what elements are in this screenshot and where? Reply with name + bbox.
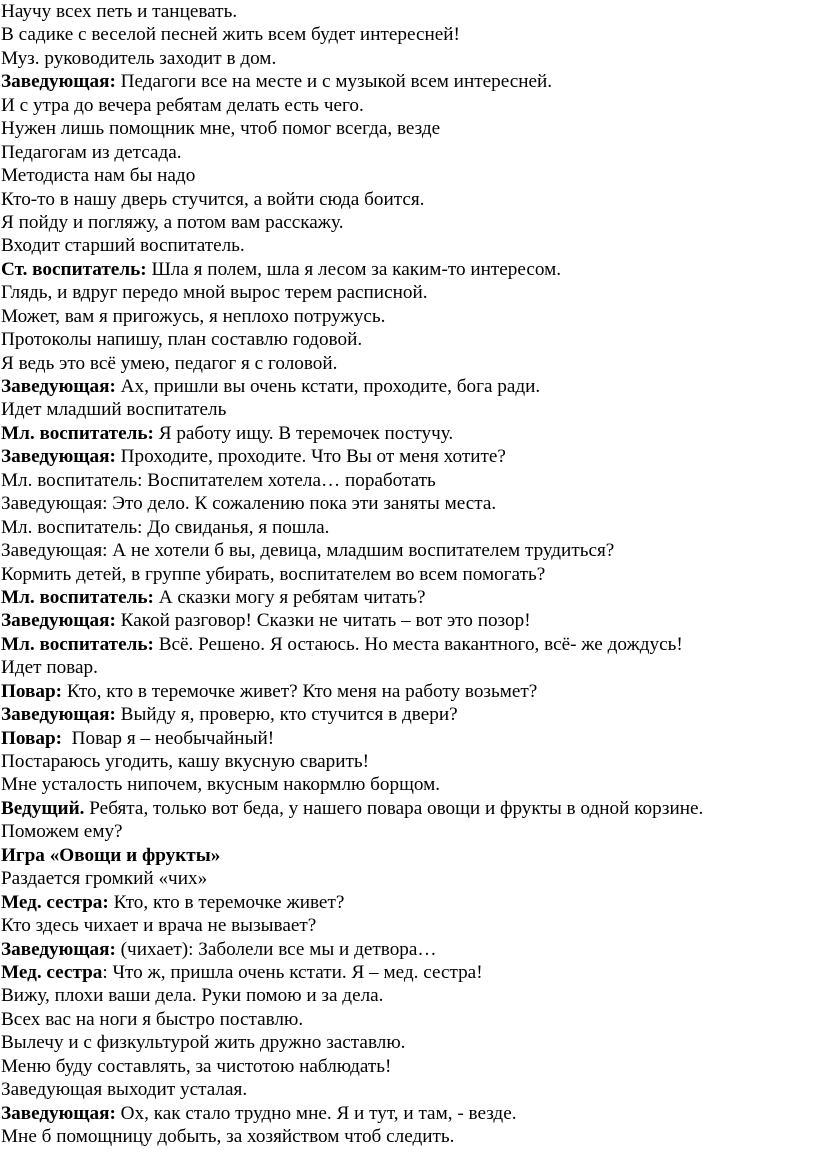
line-text: Мл. воспитатель: До свиданья, я пошла.: [1, 516, 330, 538]
line-text: Протоколы напишу, план составлю годовой.: [1, 329, 363, 351]
text-line: [1, 563, 808, 586]
text-line: [1, 0, 808, 23]
line-text: Меню буду составлять, за чистотою наблюдать!: [1, 1055, 392, 1077]
line-text: Мне б помощницу добыть, за хозяйством чтоб следить.: [1, 1126, 455, 1147]
speaker-label: Ведущий.: [1, 797, 85, 819]
text-line: [1, 117, 808, 140]
line-text: Вылечу и с физкультурой жить дружно заставлю.: [1, 1032, 406, 1054]
speaker-label: Заведующая:: [1, 71, 116, 93]
text-line: [1, 164, 808, 187]
text-line: [1, 141, 808, 164]
speaker-label: Заведующая:: [1, 938, 116, 960]
speaker-label: Заведующая:: [1, 610, 116, 632]
speaker-label: Мед. сестра:: [1, 891, 109, 913]
text-line: [1, 70, 808, 93]
text-line: [1, 516, 808, 539]
text-line: [1, 1078, 808, 1101]
line-text: Раздается громкий «чих»: [1, 868, 208, 890]
line-text: Кормить детей, в группе убирать, воспитателем во всем помогать?: [1, 563, 546, 585]
line-text: В садике с веселой песней жить всем будет интересней!: [1, 24, 460, 46]
line-text: Я работу ищу. В теремочек постучу.: [153, 422, 454, 444]
line-text: Заведующая выходит усталая.: [1, 1079, 248, 1101]
line-text: А сказки могу я ребятам читать?: [153, 586, 426, 608]
text-line: [1, 938, 808, 961]
text-line: [1, 539, 808, 562]
line-text: И с утра до вечера ребятам делать есть чего.: [1, 94, 364, 116]
text-line: [1, 703, 808, 726]
line-text: Всех вас на ноги я быстро поставлю.: [1, 1008, 304, 1030]
speaker-label: Ст. воспитатель:: [1, 258, 147, 280]
speaker-label: Мл. воспитатель:: [1, 422, 154, 444]
speaker-label: Повар:: [1, 680, 63, 702]
line-text: Идет повар.: [1, 657, 98, 679]
line-text: Входит старший воспитатель.: [1, 235, 245, 257]
line-text: Мне усталость нипочем, вкусным накормлю борщом.: [1, 774, 441, 796]
line-text: Мл. воспитатель: Воспитателем хотела… поработать: [1, 469, 436, 491]
line-text: Вижу, плохи ваши дела. Руки помою и за дела.: [1, 985, 384, 1007]
text-line: [1, 23, 808, 46]
speaker-label: Мед. сестра: [1, 961, 103, 983]
speaker-label: Заведующая:: [1, 704, 116, 726]
line-text: Заведующая: А не хотели б вы, девица, младшим воспитателем трудиться?: [1, 540, 615, 562]
line-text: Кто-то в нашу дверь стучится, а войти сюда боится.: [1, 188, 425, 210]
line-text: (чихает): Заболели все мы и детвора…: [115, 938, 437, 960]
text-line: [1, 727, 808, 750]
text-line: [1, 1125, 808, 1148]
speaker-label: Заведующая:: [1, 376, 116, 397]
line-text: Ребята, только вот беда, у нашего повара овощи и фрукты в одной корзине.: [84, 797, 704, 819]
line-text: Ох, как стало трудно мне. Я и тут, и там, - везде.: [115, 1102, 517, 1124]
speaker-label: Мл. воспитатель:: [1, 586, 154, 608]
text-line: [1, 750, 808, 773]
text-line: [1, 305, 808, 328]
text-line: [1, 94, 808, 117]
text-line: [1, 47, 808, 70]
line-text: Я ведь это всё умею, педагог я с головой.: [1, 352, 338, 374]
text-line: [1, 469, 808, 492]
text-line: [1, 352, 808, 375]
text-line: [1, 680, 808, 703]
line-text: Какой разговор! Сказки не читать – вот это позор!: [115, 610, 531, 632]
text-line: [1, 914, 808, 937]
text-line: [1, 492, 808, 515]
text-line: [1, 1102, 808, 1125]
line-text: : Что ж, пришла очень кстати. Я – мед. сестра!: [102, 961, 483, 983]
speaker-label: Повар:: [1, 727, 63, 749]
line-text: Научу всех петь и танцевать.: [1, 1, 238, 22]
text-line: [1, 797, 808, 820]
line-text: Глядь, и вдруг передо мной вырос терем расписной.: [1, 282, 428, 304]
line-text: Педагоги все на месте и с музыкой всем интересней.: [115, 71, 553, 93]
text-line: [1, 1008, 808, 1031]
text-line: [1, 633, 808, 656]
speaker-label: Игра «Овощи и фрукты»: [1, 844, 221, 866]
text-line: [1, 656, 808, 679]
line-text: Проходите, проходите. Что Вы от меня хотите?: [115, 446, 506, 468]
text-line: [1, 609, 808, 632]
line-text: Ах, пришли вы очень кстати, проходите, бога ради.: [115, 376, 541, 397]
line-text: Повар я – необычайный!: [62, 727, 275, 749]
text-line: [1, 375, 808, 398]
text-line: [1, 961, 808, 984]
text-line: [1, 586, 808, 609]
line-text: Выйду я, проверю, кто стучится в двери?: [115, 704, 458, 726]
text-line: [1, 844, 808, 867]
text-line: [1, 398, 808, 421]
line-text: Кто здесь чихает и врача не вызывает?: [1, 915, 317, 937]
text-line: [1, 1031, 808, 1054]
text-line: [1, 258, 808, 281]
text-line: [1, 1055, 808, 1078]
line-text: Методиста нам бы надо: [1, 165, 196, 187]
line-text: Постараюсь угодить, кашу вкусную сварить!: [1, 751, 370, 772]
text-line: [1, 891, 808, 914]
line-text: Может, вам я пригожусь, я неплохо потружусь.: [1, 305, 386, 327]
line-text: Муз. руководитель заходит в дом.: [1, 47, 277, 69]
speaker-label: Заведующая:: [1, 446, 116, 468]
text-line: [1, 211, 808, 234]
speaker-label: Заведующая:: [1, 1102, 116, 1124]
speaker-label: Мл. воспитатель:: [1, 633, 154, 655]
line-text: Поможем ему?: [1, 821, 123, 843]
text-line: [1, 773, 808, 796]
line-text: Идет младший воспитатель: [1, 399, 227, 421]
line-text: Всё. Решено. Я остаюсь. Но места вакантного, всё- же дождусь!: [153, 633, 683, 655]
text-line: [1, 328, 808, 351]
line-text: Нужен лишь помощник мне, чтоб помог всегда, везде: [1, 118, 441, 140]
line-text: Шла я полем, шла я лесом за каким-то интересом.: [146, 258, 562, 280]
text-line: [1, 445, 808, 468]
text-line: [1, 820, 808, 843]
text-line: [1, 188, 808, 211]
text-line: [1, 422, 808, 445]
line-text: Педагогам из детсада.: [1, 141, 182, 163]
line-text: Кто, кто в теремочке живет? Кто меня на работу возьмет?: [62, 680, 538, 702]
text-line: [1, 281, 808, 304]
line-text: Кто, кто в теремочке живет?: [108, 891, 345, 913]
line-text: Я пойду и погляжу, а потом вам расскажу.: [1, 211, 344, 233]
text-line: [1, 234, 808, 257]
text-line: [1, 867, 808, 890]
text-line: [1, 984, 808, 1007]
line-text: Заведующая: Это дело. К сожалению пока эти заняты места.: [1, 493, 497, 515]
